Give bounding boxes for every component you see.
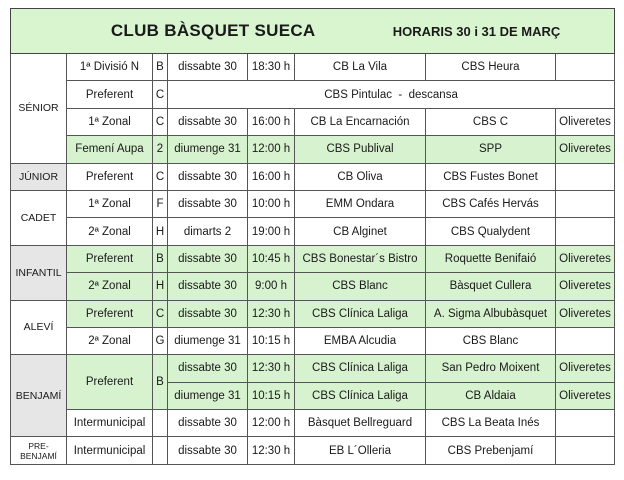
venue-cell: Oliveretes — [556, 245, 615, 272]
day-cell: diumenge 31 — [168, 327, 248, 354]
date-header: HORARIS 30 i 31 DE MARÇ — [392, 24, 561, 39]
venue-cell — [556, 327, 615, 354]
table-row — [11, 300, 615, 327]
time-cell: 9:00 h — [248, 273, 295, 300]
away-team-cell: CBS Cafés Hervás — [426, 190, 556, 217]
day-cell: dissabte 30 — [168, 190, 248, 217]
home-team-cell: CBS Publival — [295, 136, 426, 163]
schedule-table — [10, 8, 615, 465]
time-cell: 18:30 h — [248, 54, 295, 81]
away-team-cell: CB Aldaia — [426, 382, 556, 409]
title-cell — [11, 9, 615, 54]
table-row — [11, 190, 615, 217]
team-cell: Preferent — [67, 81, 153, 108]
table-row — [11, 81, 615, 108]
away-team-cell: CBS C — [426, 108, 556, 135]
category-junior: JÚNIOR — [11, 163, 67, 190]
away-team-cell: San Pedro Moixent — [426, 355, 556, 382]
group-cell: H — [153, 218, 168, 245]
day-cell: dissabte 30 — [168, 410, 248, 437]
away-team-cell: SPP — [426, 136, 556, 163]
time-cell: 16:00 h — [248, 108, 295, 135]
time-cell: 10:00 h — [248, 190, 295, 217]
venue-cell: Oliveretes — [556, 300, 615, 327]
group-cell: B — [153, 54, 168, 81]
venue-cell — [556, 54, 615, 81]
team-cell: Preferent — [67, 245, 153, 272]
club-title: CLUB BÀSQUET SUECA — [110, 21, 316, 40]
table-row — [11, 108, 615, 135]
schedule-sheet — [10, 8, 614, 474]
table-row — [11, 410, 615, 437]
away-team-cell: CBS Heura — [426, 54, 556, 81]
home-team-cell: EB L´Olleria — [295, 437, 426, 464]
category-alevi: ALEVÍ — [11, 300, 67, 355]
away-team-cell: CBS Blanc — [426, 327, 556, 354]
rest-note-cell: CBS Pintulac - descansa — [168, 81, 615, 108]
category-senior: SÉNIOR — [11, 54, 67, 164]
group-cell: C — [153, 81, 168, 108]
day-cell: dissabte 30 — [168, 163, 248, 190]
away-team-cell: CBS Fustes Bonet — [426, 163, 556, 190]
day-cell: dissabte 30 — [168, 273, 248, 300]
team-cell: 1ª Zonal — [67, 108, 153, 135]
table-row — [11, 327, 615, 354]
group-cell: F — [153, 190, 168, 217]
group-cell: C — [153, 163, 168, 190]
team-cell: 2ª Zonal — [67, 327, 153, 354]
home-team-cell: EMBA Alcudia — [295, 327, 426, 354]
category-infantil: INFANTIL — [11, 245, 67, 300]
home-team-cell: CB Alginet — [295, 218, 426, 245]
away-team-cell: CBS Qualydent — [426, 218, 556, 245]
table-row — [11, 54, 615, 81]
table-row — [11, 136, 615, 163]
home-team-cell: CBS Blanc — [295, 273, 426, 300]
group-cell: G — [153, 327, 168, 354]
team-cell: Preferent — [67, 300, 153, 327]
team-cell: 1ª Zonal — [67, 190, 153, 217]
day-cell: diumenge 31 — [168, 136, 248, 163]
home-team-cell: Bàsquet Bellreguard — [295, 410, 426, 437]
away-team-cell: A. Sigma Albubàsquet — [426, 300, 556, 327]
category-benjami: BENJAMÍ — [11, 355, 67, 437]
day-cell: diumenge 31 — [168, 382, 248, 409]
category-cadet: CADET — [11, 190, 67, 245]
table-row — [11, 163, 615, 190]
away-team-cell: Bàsquet Cullera — [426, 273, 556, 300]
group-cell: 2 — [153, 136, 168, 163]
group-cell — [153, 437, 168, 464]
team-cell: 2ª Zonal — [67, 218, 153, 245]
team-cell: 2ª Zonal — [67, 273, 153, 300]
table-row — [11, 245, 615, 272]
time-cell: 19:00 h — [248, 218, 295, 245]
group-cell: B — [153, 245, 168, 272]
home-team-cell: CBS Clínica Laliga — [295, 300, 426, 327]
day-cell: dissabte 30 — [168, 245, 248, 272]
time-cell: 10:15 h — [248, 382, 295, 409]
time-cell: 10:15 h — [248, 327, 295, 354]
time-cell: 12:30 h — [248, 355, 295, 382]
category-prebenjami — [11, 437, 67, 464]
category-prebenjami-line1: PRE- — [28, 440, 49, 451]
table-row — [11, 218, 615, 245]
home-team-cell: CBS Bonestar´s Bistro — [295, 245, 426, 272]
home-team-cell: CBS Clínica Laliga — [295, 355, 426, 382]
venue-cell: Oliveretes — [556, 355, 615, 382]
group-cell: C — [153, 300, 168, 327]
team-cell: 1ª Divisió N — [67, 54, 153, 81]
group-cell: H — [153, 273, 168, 300]
day-cell: dissabte 30 — [168, 355, 248, 382]
home-team-cell: EMM Ondara — [295, 190, 426, 217]
venue-cell — [556, 190, 615, 217]
venue-cell: Oliveretes — [556, 136, 615, 163]
venue-cell — [556, 218, 615, 245]
away-team-cell: Roquette Benifaió — [426, 245, 556, 272]
venue-cell — [556, 163, 615, 190]
table-row — [11, 355, 615, 382]
day-cell: dimarts 2 — [168, 218, 248, 245]
time-cell: 12:00 h — [248, 136, 295, 163]
time-cell: 10:45 h — [248, 245, 295, 272]
day-cell: dissabte 30 — [168, 300, 248, 327]
table-row — [11, 437, 615, 464]
home-team-cell: CB La Vila — [295, 54, 426, 81]
team-cell: Femení Aupa — [67, 136, 153, 163]
home-team-cell: CB La Encarnación — [295, 108, 426, 135]
home-team-cell: CB Oliva — [295, 163, 426, 190]
team-cell: Intermunicipal — [67, 437, 153, 464]
group-cell: B — [153, 355, 168, 410]
day-cell: dissabte 30 — [168, 437, 248, 464]
day-cell: dissabte 30 — [168, 54, 248, 81]
group-cell: C — [153, 108, 168, 135]
table-row — [11, 273, 615, 300]
venue-cell: Oliveretes — [556, 108, 615, 135]
venue-cell: Oliveretes — [556, 382, 615, 409]
day-cell: dissabte 30 — [168, 108, 248, 135]
time-cell: 16:00 h — [248, 163, 295, 190]
venue-cell: Oliveretes — [556, 273, 615, 300]
venue-cell — [556, 437, 615, 464]
title-row — [11, 9, 615, 54]
away-team-cell: CBS Prebenjamí — [426, 437, 556, 464]
team-cell: Preferent — [67, 355, 153, 410]
time-cell: 12:30 h — [248, 300, 295, 327]
team-cell: Intermunicipal — [67, 410, 153, 437]
home-team-cell: CBS Clínica Laliga — [295, 382, 426, 409]
group-cell — [153, 410, 168, 437]
time-cell: 12:00 h — [248, 410, 295, 437]
away-team-cell: CBS La Beata Inés — [426, 410, 556, 437]
team-cell: Preferent — [67, 163, 153, 190]
category-prebenjami-line2: BENJAMÍ — [20, 450, 57, 461]
time-cell: 12:30 h — [248, 437, 295, 464]
venue-cell — [556, 410, 615, 437]
